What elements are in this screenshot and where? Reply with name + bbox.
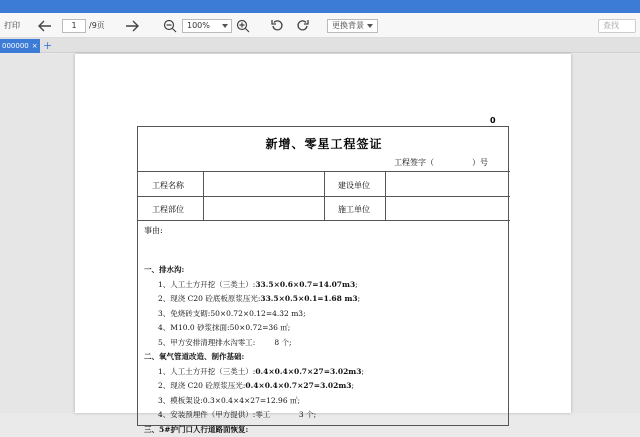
close-icon[interactable]: × [32,42,38,50]
rotate-right-icon [296,19,309,32]
contractor-label: 施工单位 [338,204,370,215]
sig-suffix: ）号 [472,158,488,167]
chevron-down-icon [367,24,373,28]
search-input[interactable]: 查找 [598,19,636,33]
page-number-label: 0 [490,116,496,125]
list-item: 4、M10.0 砂浆抹面:50×0.72=36 ㎡; [144,321,364,336]
arrow-left-icon [38,20,52,32]
prev-page-button[interactable] [38,13,52,38]
list-item: 4、安装预埋件（甲方提供）:零工 3 个; [144,408,364,423]
tab-bar [0,38,640,53]
zoom-in-icon [236,19,250,33]
list-item: 3、免烧砖支砌:50×0.72×0.12=4.32 m3; [144,307,364,322]
visa-form [137,126,509,426]
col-divider [385,171,386,220]
list-item: 2、现浇 C20 砼底板原浆压光:33.5×0.5×0.1=1.68 m3; [144,292,364,307]
document-viewport[interactable] [0,54,640,413]
zoom-in-button[interactable] [236,13,250,38]
col-divider [203,171,204,220]
list-item: 3、模板架设:0.3×0.4×4×27=12.96 ㎡; [144,394,364,409]
reason-label: 事由: [144,225,163,236]
page-number-input[interactable]: 1 [62,19,86,33]
document-tab[interactable] [0,39,40,53]
col-divider [324,171,325,220]
title-bar [0,0,640,13]
rotate-right-button[interactable] [296,13,309,38]
section-title: 三、5#护门口人行道路面恢复: [144,423,364,437]
project-name-label: 工程名称 [152,180,184,191]
sig-label: 工程签字（ [394,158,434,167]
list-item: 2、现浇 C20 砼原浆压光:0.4×0.4×0.7×27=3.02m3; [144,379,364,394]
print-button[interactable] [4,13,20,38]
document-page [75,54,571,413]
form-title: 新增、零星工程签证 [138,135,510,152]
chevron-down-icon [222,24,228,28]
list-item: 1、人工土方开挖（三类土）:33.5×0.6×0.7=14.07m3; [144,278,364,293]
toolbar [0,13,640,38]
zoom-out-button[interactable] [163,13,177,38]
bg-button-label: 更换背景 [332,20,364,31]
rotate-left-icon [271,19,284,32]
reason-content [144,263,364,437]
total-pages: /9页 [89,20,105,31]
section-title: 一、排水沟: [144,263,364,278]
construction-unit-label: 建设单位 [338,180,370,191]
next-page-button[interactable] [125,13,139,38]
project-part-label: 工程部位 [152,204,184,215]
signature-number [394,157,488,168]
arrow-right-icon [125,20,139,32]
zoom-value: 100% [187,20,210,32]
change-background-button[interactable] [327,19,378,33]
zoom-out-icon [163,19,177,33]
new-tab-button[interactable]: + [43,38,52,53]
section-title: 二、氧气管道改造、制作基础: [144,350,364,365]
list-item: 5、甲方安排清理排水沟零工: 8 个; [144,336,364,351]
list-item: 1、人工土方开挖（三类土）:0.4×0.4×0.7×27=3.02m3; [144,365,364,380]
tab-label: 000000 [2,42,29,50]
print-label: 打印 [4,20,20,31]
row-divider [138,220,510,221]
rotate-left-button[interactable] [271,13,284,38]
zoom-select[interactable] [182,19,232,33]
